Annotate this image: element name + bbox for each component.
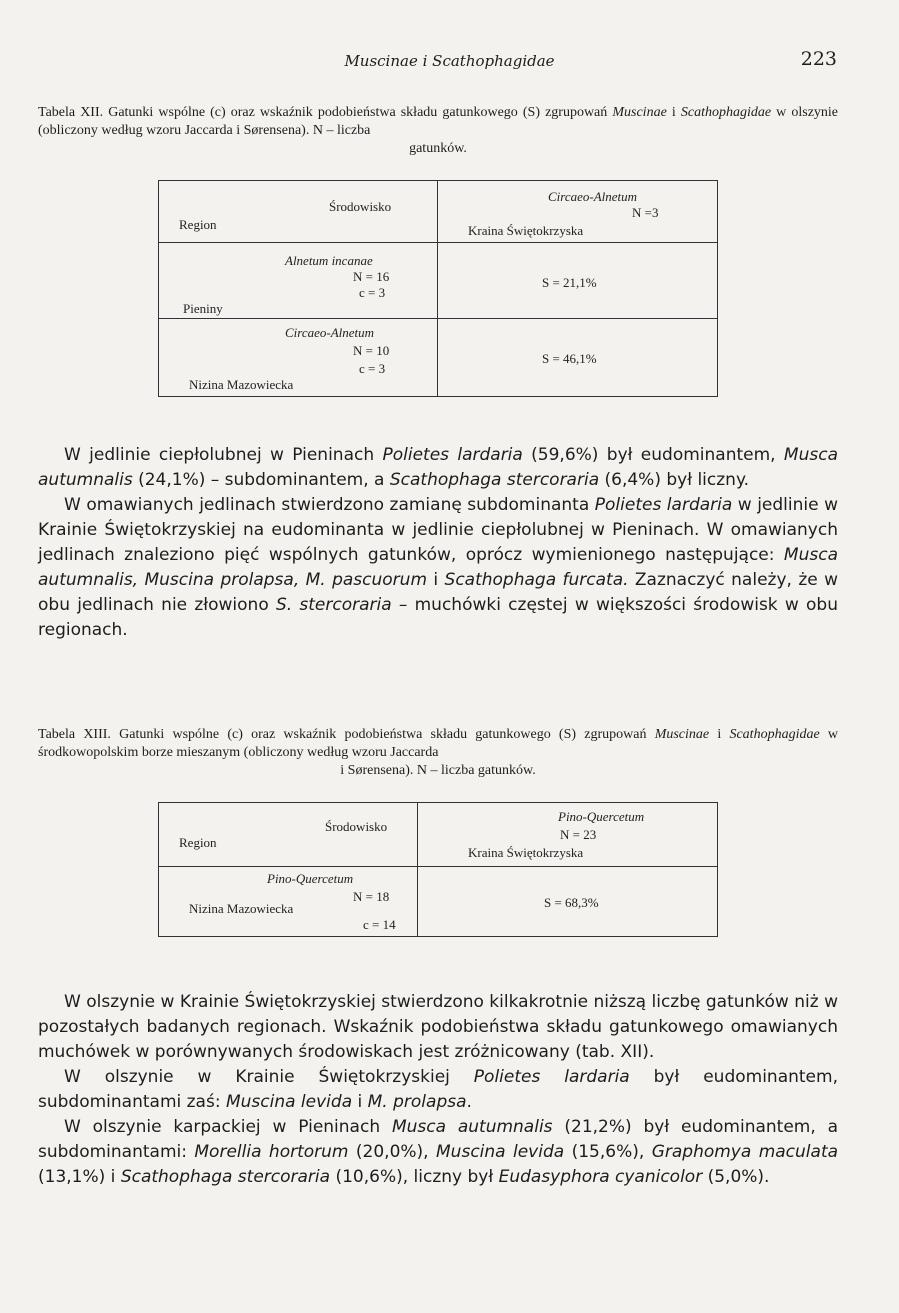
header-n: N =3 (632, 205, 659, 220)
paragraph (38, 443, 838, 493)
header-region: Region (179, 217, 217, 232)
row-cell-left (159, 319, 438, 397)
text-run: był eudominantem, subdominantami zaś: (38, 1067, 838, 1112)
species-name: Musca autumnalis, Muscina prolapsa, M. pascuorum (38, 545, 838, 590)
paragraph (38, 493, 838, 643)
caption-text: i (709, 727, 730, 742)
page-number: 223 (800, 48, 837, 70)
table-13 (158, 802, 718, 937)
species-name: Musca autumnalis (38, 445, 838, 490)
header-cell-left (159, 181, 438, 243)
species-name: Scathophaga furcata. (444, 570, 629, 590)
text-run: (10,6%), liczny był (330, 1167, 499, 1187)
text-run: W olszynie w Krainie Świętokrzyskiej (64, 1067, 474, 1087)
row-cell-right (438, 243, 718, 319)
text-run: i (427, 570, 445, 590)
text-run: W olszynie karpackiej w Pieninach (64, 1117, 392, 1137)
table-12 (158, 180, 718, 397)
paragraph (38, 990, 838, 1065)
caption-text: gatunków. (409, 141, 467, 156)
species-name: M. prolapsa (367, 1092, 467, 1112)
row-cell-left (159, 867, 418, 937)
caption-text: Gatunki wspólne (c) oraz wskaźnik podobieństwa składu gatunkowego (S) zgrupowań (103, 105, 613, 120)
text-run: Zaznaczyć należy, że w obu jedlinach nie złowiono (38, 570, 838, 615)
text-run: W omawianych jedlinach stwierdzono zamianę subdominanta (64, 495, 595, 515)
text-run: (24,1%) – subdominantem, a (132, 470, 390, 490)
row-n: N = 16 (353, 269, 390, 284)
table-header-row (159, 803, 718, 867)
table-row (159, 319, 718, 397)
running-head (0, 48, 899, 72)
text-run: W jedlinie ciepłolubnej w Pieninach (64, 445, 383, 465)
text-run: (5,0%). (702, 1167, 770, 1187)
species-name: Graphomya maculata (651, 1142, 839, 1162)
header-community: Pino-Quercetum (558, 809, 645, 824)
row-c: c = 3 (359, 285, 386, 300)
species-name: S. stercoraria (275, 595, 392, 615)
header-srodowisko: Środowisko (325, 819, 388, 834)
species-name: Polietes lardaria (382, 445, 523, 465)
paragraph (38, 1115, 838, 1190)
caption-text: w olszynie (obliczony według wzoru Jaccarda i Sørensena). N – liczba (38, 105, 839, 138)
caption-text: Gatunki wspólne (c) oraz wskaźnik podobieństwa składu gatunkowego (S) zgrupowań (110, 727, 655, 742)
species-name: Morellia hortorum (194, 1142, 349, 1162)
row-similarity: S = 46,1% (542, 351, 597, 366)
caption-text: w środkowopolskim borze mieszanym (obliczony według wzoru Jaccarda (38, 727, 839, 760)
row-n: N = 18 (353, 889, 390, 904)
table-row (159, 867, 718, 937)
table-12-caption (38, 104, 838, 158)
header-region-name: Kraina Świętokrzyska (468, 845, 584, 860)
row-similarity: S = 68,3% (544, 895, 599, 910)
row-community: Pino-Quercetum (267, 871, 354, 886)
header-region: Region (179, 835, 217, 850)
row-cell-right (418, 867, 718, 937)
caption-taxon: Scathophagidae (729, 727, 820, 742)
row-c: c = 3 (359, 361, 386, 376)
row-region: Nizina Mazowiecka (189, 901, 294, 916)
text-run: i (352, 1092, 368, 1112)
header-community: Circaeo-Alnetum (548, 189, 638, 204)
body-text-2 (38, 990, 838, 1190)
row-community: Alnetum incanae (285, 253, 373, 268)
caption-taxon: Muscinae (654, 727, 710, 742)
table-13-caption (38, 726, 838, 780)
text-run: . (466, 1092, 472, 1112)
species-name: Scathophaga stercoraria (120, 1167, 331, 1187)
table-header-row (159, 181, 718, 243)
row-region: Pieniny (183, 301, 223, 316)
header-region-name: Kraina Świętokrzyska (468, 223, 584, 238)
caption-taxon: Muscinae (612, 105, 667, 120)
table-row (159, 243, 718, 319)
row-c: c = 14 (363, 917, 396, 932)
text-run: w jedlinie w Krainie Świętokrzyskiej na eudominanta w jedlinie ciepłolubnej w Pieninach. W omawianych jedlinach znaleziono pięć wspólnych gatunków, oprócz wymienionego następujące: (38, 495, 838, 565)
species-name: Polietes lardaria (594, 495, 733, 515)
row-n: N = 10 (353, 343, 390, 358)
species-name: Eudasyphora cyanicolor (498, 1167, 703, 1187)
caption-taxon: Scathophagidae (680, 105, 772, 120)
caption-label: Tabela XII. (38, 105, 104, 120)
text-run: – muchówki częstej w większości środowisk w obu regionach. (38, 595, 838, 640)
caption-text: i Sørensena). N – liczba gatunków. (340, 763, 536, 778)
species-name: Muscina levida (436, 1142, 565, 1162)
header-cell-right (438, 181, 718, 243)
row-cell-left (159, 243, 438, 319)
text-run: (20,0%), (348, 1142, 437, 1162)
species-name: Musca autumnalis (391, 1117, 553, 1137)
caption-label: Tabela XIII. (38, 727, 111, 742)
row-community: Circaeo-Alnetum (285, 325, 375, 340)
header-cell-left (159, 803, 418, 867)
running-title: Muscinae i Scathophagidae (344, 52, 555, 70)
text-run: (15,6%), (564, 1142, 652, 1162)
row-region: Nizina Mazowiecka (189, 377, 294, 392)
text-run: (13,1%) i (38, 1167, 121, 1187)
row-cell-right (438, 319, 718, 397)
text-run: W olszynie w Krainie Świętokrzyskiej stwierdzono kilkakrotnie niższą liczbę gatunków niż w pozostałych badanych regionach. Wskaźnik podobieństwa składu gatunkowego omawianych muchówek w porównywanych środowiskach jest zróżnicowany (tab. XII). (38, 992, 838, 1062)
text-run: (59,6%) był eudominantem, (522, 445, 784, 465)
species-name: Polietes lardaria (473, 1067, 630, 1087)
body-text-1 (38, 443, 838, 643)
paragraph (38, 1065, 838, 1115)
text-run: (6,4%) był liczny. (599, 470, 749, 490)
species-name: Scathophaga stercoraria (389, 470, 600, 490)
header-cell-right (418, 803, 718, 867)
text-run: (21,2%) był eudominantem, a subdominantami: (38, 1117, 838, 1162)
row-similarity: S = 21,1% (542, 275, 597, 290)
header-srodowisko: Środowisko (329, 199, 392, 214)
species-name: Muscina levida (225, 1092, 353, 1112)
caption-text: i (666, 105, 681, 120)
header-n: N = 23 (560, 827, 597, 842)
